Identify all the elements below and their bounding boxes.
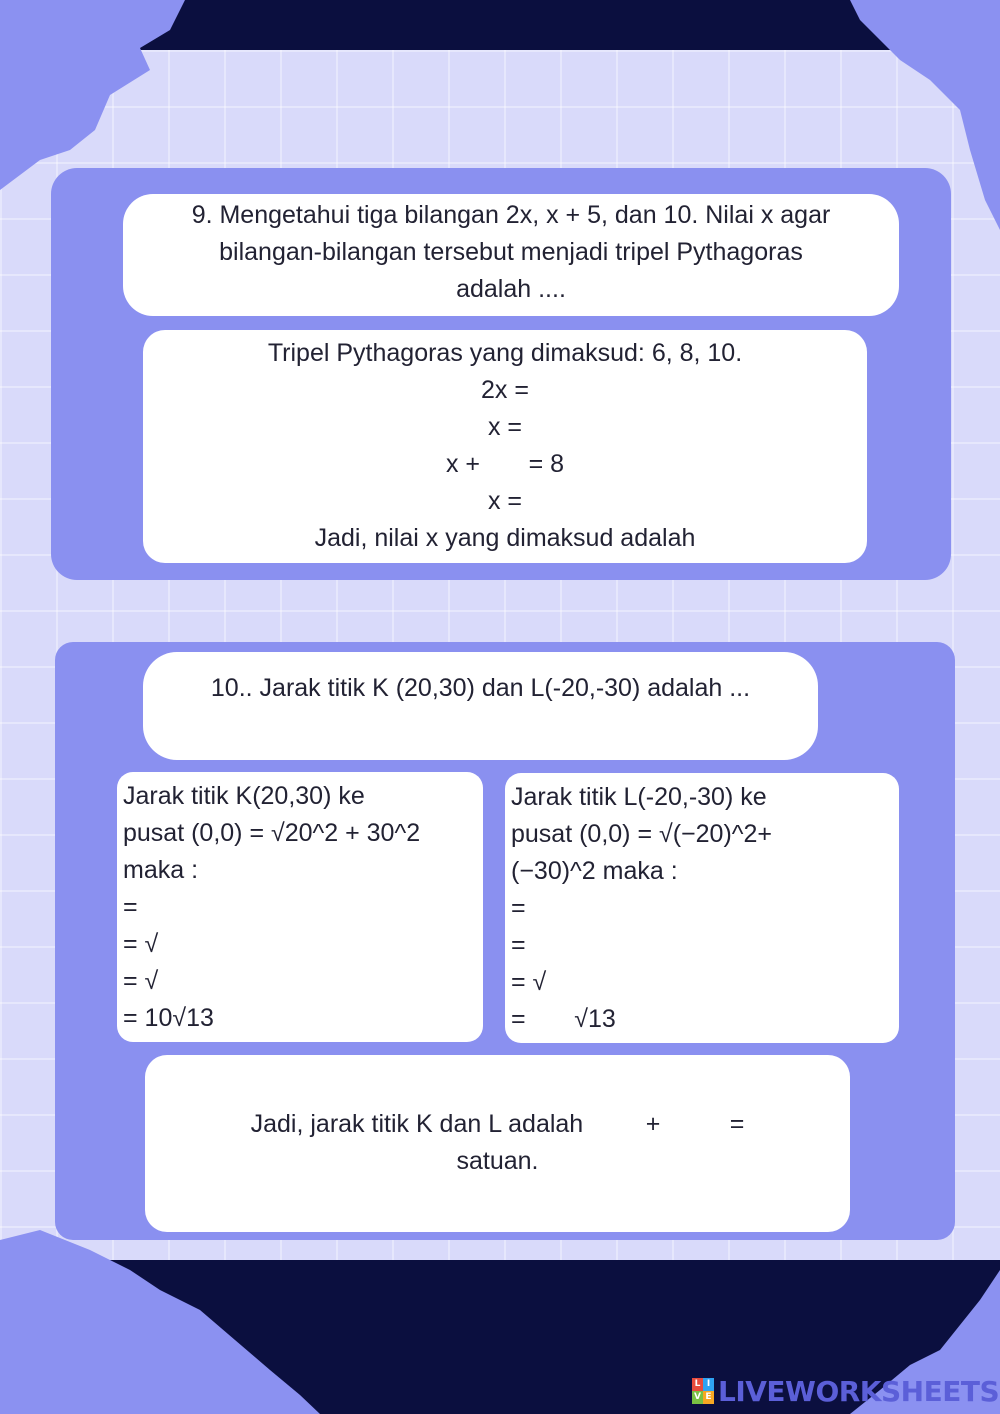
question-9-line-2: bilangan-bilangan tersebut menjadi tripel Pythagoras (219, 238, 803, 266)
question-9-line-1: 9. Mengetahui tiga bilangan 2x, x + 5, dan 10. Nilai x agar (191, 201, 831, 229)
l-work-line-5: = (511, 931, 526, 959)
l-work-line-4: = (511, 894, 526, 922)
answer-9-intro: Tripel Pythagoras yang dimaksud: 6, 8, 10. (267, 339, 743, 367)
question-9-prompt (123, 194, 899, 316)
badge-letter-i: I (703, 1378, 714, 1391)
liveworksheets-wordmark: LIVEWORKSHEETS (718, 1374, 1000, 1408)
bottom-left-brush (0, 1230, 320, 1414)
badge-letter-e: E (703, 1391, 714, 1404)
answer-9-step-x: x = (487, 413, 523, 441)
answer-9-step-sum: x + = 8 (445, 450, 565, 478)
liveworksheets-logo (692, 1374, 999, 1408)
question-10-text: 10.. Jarak titik K (20,30) dan L(-20,-30) adalah ... (210, 674, 751, 702)
liveworksheets-badge-icon (692, 1378, 714, 1404)
answer-9-step-x2: x = (487, 487, 523, 515)
conclusion-10-line-1: Jadi, jarak titik K dan L adalah + = (250, 1110, 745, 1138)
k-work-line-7: = 10√13 (123, 1004, 214, 1032)
badge-letter-v: V (692, 1391, 703, 1404)
k-work-line-6: = √ (123, 967, 159, 995)
conclusion-10-line-2: satuan. (456, 1147, 539, 1175)
l-work-line-2: pusat (0,0) = √(−20)^2+ (511, 820, 773, 848)
answer-9-conclusion: Jadi, nilai x yang dimaksud adalah (314, 524, 696, 552)
k-work-line-4: = (123, 893, 138, 921)
question-9-line-3: adalah .... (456, 275, 566, 303)
question-10-prompt (143, 652, 818, 760)
question-9-answer-box (143, 330, 867, 563)
answer-9-step-2x: 2x = (481, 376, 529, 404)
k-distance-work-box (117, 772, 483, 1042)
l-distance-work-box (505, 773, 899, 1043)
l-work-line-3: (−30)^2 maka : (511, 857, 678, 885)
k-work-line-1: Jarak titik K(20,30) ke (123, 782, 365, 810)
k-work-line-5: = √ (123, 930, 159, 958)
k-work-line-3: maka : (123, 856, 199, 884)
l-work-line-7: = √13 (511, 1005, 616, 1033)
badge-letter-l: L (692, 1378, 703, 1391)
k-work-line-2: pusat (0,0) = √20^2 + 30^2 (123, 819, 421, 847)
l-work-line-6: = √ (511, 968, 547, 996)
question-10-conclusion-box (145, 1055, 850, 1232)
l-work-line-1: Jarak titik L(-20,-30) ke (511, 783, 767, 811)
